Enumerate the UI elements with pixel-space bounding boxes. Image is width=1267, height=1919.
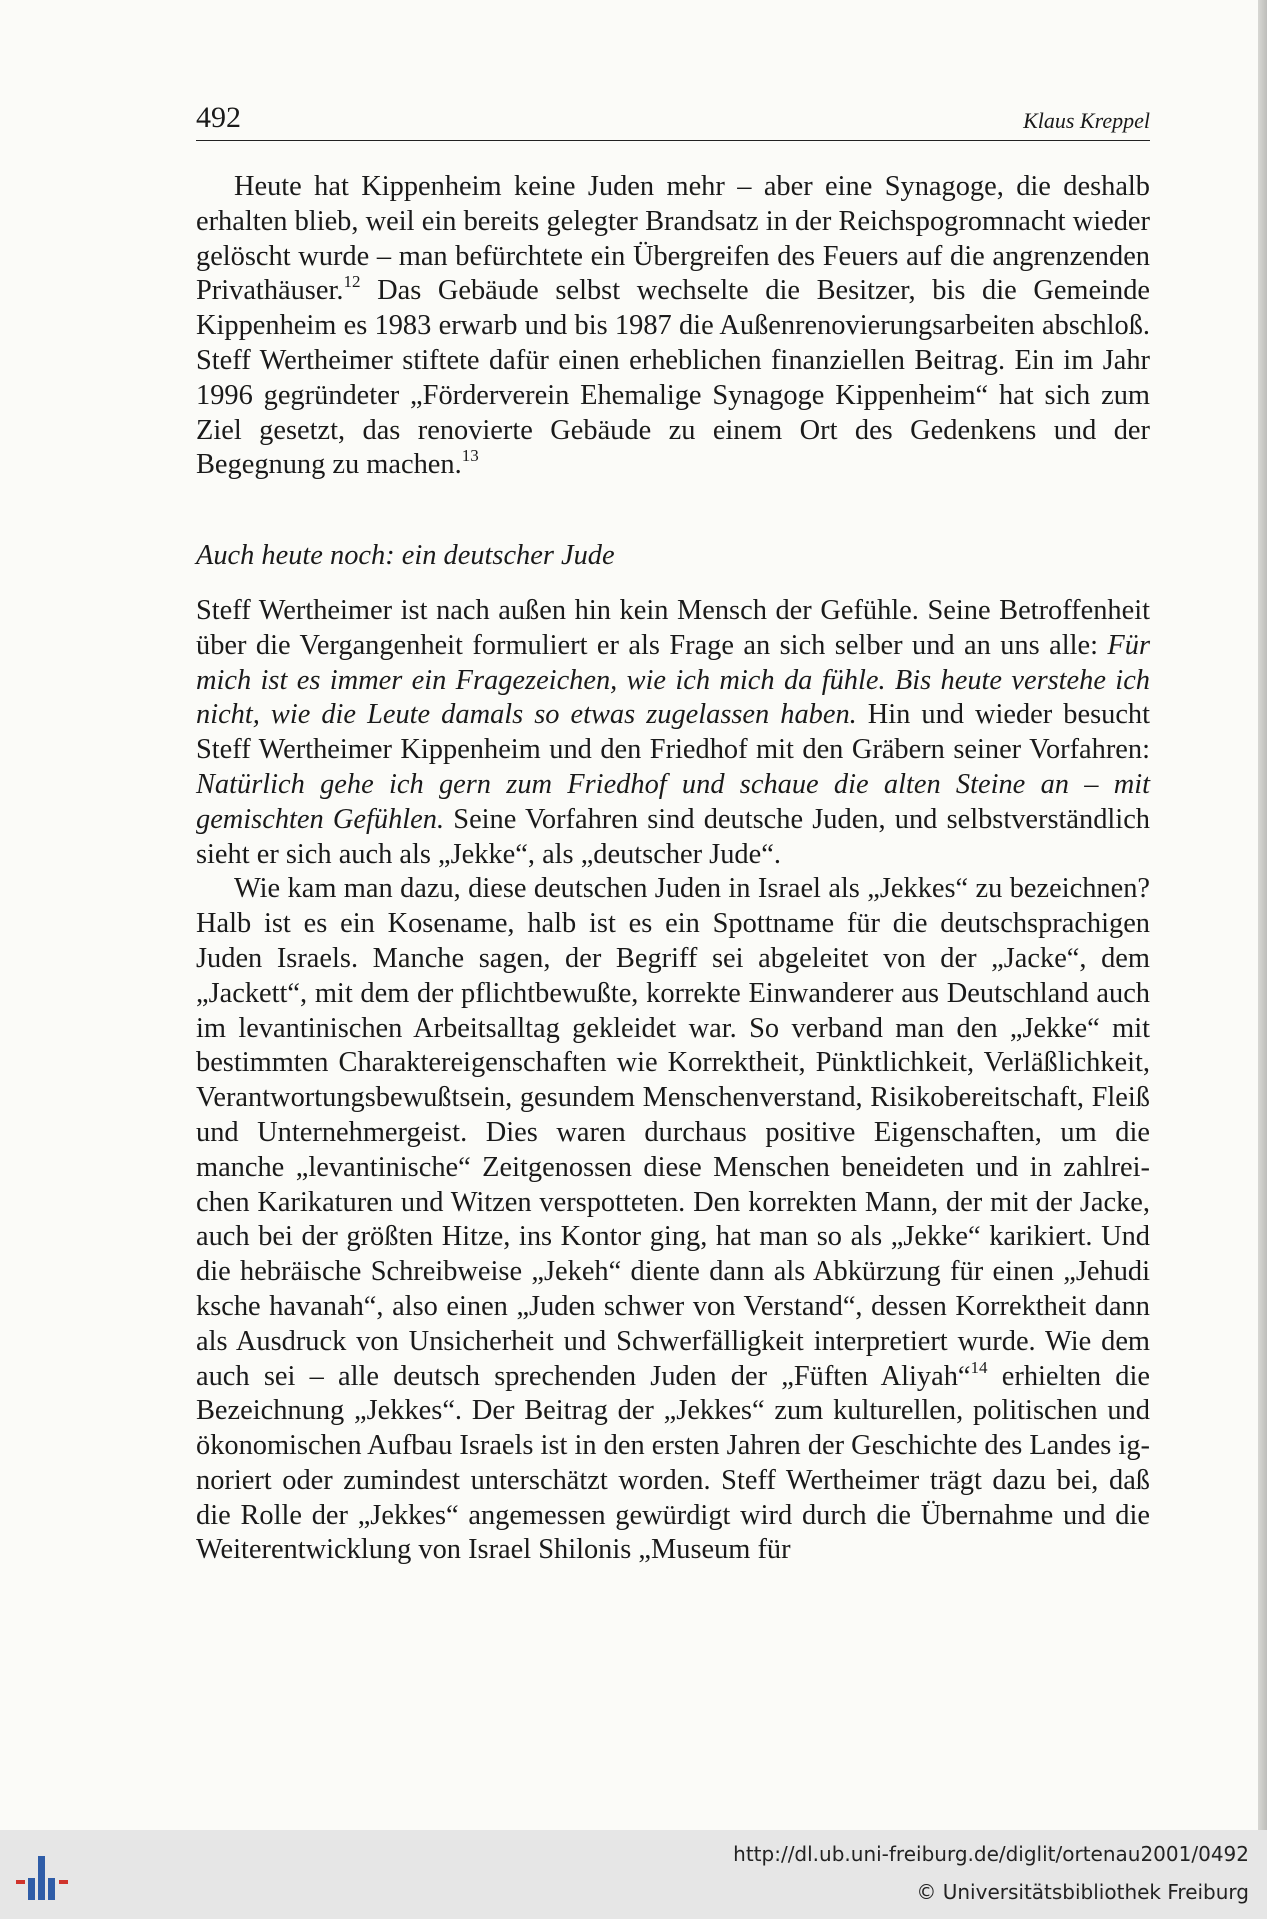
paragraph-2-quote-1: Für mich ist es immer ein Fragezeichen, wie ich mich da fühle. Bis heute verstehe ich nicht, wie die Leute damals so etwas zugelassen haben. <box>196 629 1150 731</box>
paragraph-1-text-a: Heute hat Kippenheim keine Juden mehr – aber eine Synagoge, die deshalb erhalten blieb, weil ein bereits gelegter Brandsatz in der Reichspogromnacht wieder gelöscht wurde – man befürchtete ein Übergreifen des Feuers auf die angrenzenden Privathäuser. <box>196 171 1150 307</box>
section-heading: Auch heute noch: ein deutscher Jude <box>196 540 615 572</box>
footnote-ref-12: 12 <box>343 272 361 292</box>
paragraph-3-text-b: erhielten die Bezeichnung „Jekkes“. Der Beitrag der „Jekkes“ zum kulturellen, politischen und ökonomischen Aufbau Israels ist in den ersten Jahren der Geschichte des Landes ignoriert oder zumindest unterschätzt worden. Steff Wertheimer trägt dazu bei, daß die Rolle der „Jekkes“ angemessen gewürdigt wird durch die Übernahme und die Weiterentwicklung von Israel Shilonis „Museum für <box>196 1360 1150 1566</box>
paragraph-1-text-b: Das Gebäude selbst wechselte die Besitzer, bis die Gemeinde Kippenheim es 1983 erwarb und bis 1987 die Außenrenovierungsarbeiten abschloß. Steff Wertheimer stiftete dafür einen erheblichen finanziellen Beitrag. Ein im Jahr 1996 gegründeter „Förderverein Ehemalige Synagoge Kippenheim“ hat sich zum Ziel gesetzt, das renovierte Gebäude zu einem Ort des Gedenkens und der Begegnung zu machen. <box>196 275 1150 481</box>
paragraph-3-text-a: Wie kam man dazu, diese deutschen Juden in Israel als „Jekkes“ zu bezeichnen? Halb ist es ein Kosename, halb ist es ein Spottname für die deutschsprachigen Juden Israels. Manche sagen, der Begriff sei abgeleitet von der „Jacke“, dem „Jackett“, mit dem der pflichtbewußte, korrekte Einwanderer aus Deutschland auch im levantinischen Arbeitsalltag gekleidet war. So verband man den „Jekke“ mit bestimmten Charaktereigenschaften wie Korrektheit, Pünktlichkeit, Verläßlichkeit, Verantwortungsbewußtsein, gesundem Menschenverstand, Risikobereitschaft, Fleiß und Unternehmergeist. Dies waren durchaus positive Eigenschaften, um die manche „levantinische“ Zeitgenossen diese Menschen beneideten und in zahlreichen Karikaturen und Witzen verspotteten. Den korrekten Mann, der mit der Jacke, auch bei der größten Hitze, ins Kontor ging, hat man so als „Jekke“ karikiert. Und die hebräische Schreibweise „Jekeh“ diente dann als Abkürzung für einen „Jehudi ksche havanah“, also einen „Juden schwer von Verstand“, dessen Korrektheit dann als Ausdruck von Unsicherheit und Schwerfälligkeit interpretiert wurde. Wie dem auch sei – alle deutsch sprechenden Juden der „Füften Aliyah“ <box>196 873 1150 1392</box>
running-head <box>196 100 1150 141</box>
footnote-ref-14: 14 <box>970 1357 988 1377</box>
paragraph-2-text-b: Hin und wieder besucht Steff Wertheimer Kippenheim und den Friedhof mit den Gräbern seiner Vorfahren: <box>196 699 1150 766</box>
footer-bar <box>0 1830 1267 1919</box>
page-number: 492 <box>196 101 241 134</box>
body-text <box>196 170 1150 1568</box>
footer-url-link[interactable]: http://dl.ub.uni-freiburg.de/diglit/ortenau2001/0492 <box>733 1842 1249 1866</box>
paragraph-2-text-c: Seine Vorfahren sind deutsche Juden, und selbstverständlich sieht er sich auch als „Jekke“, als „deutscher Jude“. <box>196 803 1150 870</box>
ub-freiburg-logo-icon <box>14 1852 84 1908</box>
footnote-ref-13: 13 <box>461 446 479 466</box>
running-head-author: Klaus Kreppel <box>1023 108 1150 133</box>
page-edge-shadow <box>1258 0 1267 1830</box>
paragraph-1 <box>196 170 1150 483</box>
footer-copyright: © Universitätsbibliothek Freiburg <box>916 1880 1249 1904</box>
paragraph-2 <box>196 594 1150 872</box>
paragraph-3 <box>196 872 1150 1568</box>
paragraph-2-quote-2: Natürlich gehe ich gern zum Friedhof und schaue die alten Steine an – mit gemischten Gefühlen. <box>196 768 1150 835</box>
paragraph-2-text-a: Steff Wertheimer ist nach außen hin kein Mensch der Gefühle. Seine Betroffenheit über die Vergangenheit formuliert er als Frage an sich selber und an uns alle: <box>196 594 1150 661</box>
